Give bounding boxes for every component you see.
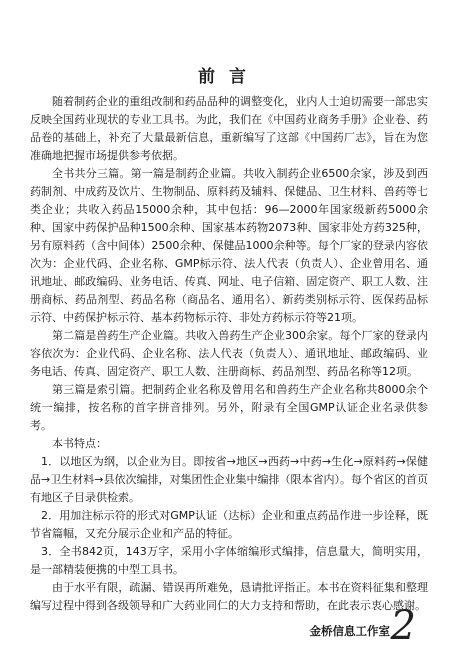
signature: 金桥信息工作室 [309,624,390,638]
page-title: 前言 [198,67,260,87]
paragraph-feature-2: 2．用加注标示符的形式对GMP认证（达标）企业和重点药品作进一步诠释，既节省篇幅，又充分展示企业和产品的特征。 [30,509,428,540]
page-number: 2 [390,603,416,649]
paragraph-feature-3: 3．全书842页，143万字，采用小字体缩编形式编排，信息量大，简明实用，是一部精装便携的中型工具书。 [30,545,428,576]
paragraph-part-three: 第三篇是索引篇。把制药企业名称及曾用名和兽药生产企业名称共8000余个统一编排，按名称的首字拼音排列。另外，附录有全国GMP认证企业名录供参考。 [30,383,428,432]
paragraph-closing: 由于水平有限，疏漏、错误再所难免，恳请批评指正。本书在资料征集和整理编写过程中得到各级领导和广大药业同仁的大力支持和帮助，在此表示衷心感谢。 [30,581,428,612]
paragraph-features-heading: 本书特点： [52,437,107,450]
paragraph-part-one: 全书共分三篇。第一篇是制药企业篇。共收入制药企业6500余家，涉及到西药制剂、中成药及饮片、生物制品、原料药及辅料、保健品、卫生材料、兽药等七类企业；共收入药品15000余种，其中包括：96—2000年国家级新药5000余种、国家中药保护品种1500余种、国家基本药物2073种、国家非处方药325种，另有原料药（含中间体）2500余种、保健品1000余种等。每个厂家的登录内容依次为：企业代码、企业名称、GMP标示符、法人代表（负责人）、企业曾用名、通讯地址、邮政编码、业务电话、传真、网址、电子信箱、固定资产、职工人数、注册商标、药品剂型、药品名称（商品名、通用名）、新药类别标示符、医保药品标示符、中药保护标示符、基本药物标示符、非处方药标示符等21项。 [30,167,428,324]
paragraph-feature-1: 1．以地区为纲，以企业为目。即按省→地区→西药→中药→生化→原料药→保健品→卫生材料→县依次编排，对集团性企业集中编排（限本省内）。每个省区的首页有地区子目录供检索。 [30,455,428,504]
paragraph-part-two: 第二篇是兽药生产企业篇。共收入兽药生产企业300余家。每个厂家的登录内容依次为：企业代码、企业名称、法人代表（负责人）、通讯地址、邮政编码、业务电话、传真、固定资产、职工人数、注册商标、药品剂型、药品名称等12项。 [30,329,428,378]
paragraph-intro: 随着制药企业的重组改制和药品品种的调整变化，业内人士迫切需要一部忠实反映全国药业现状的专业工具书。为此，我们在《中国药业商务手册》企业卷、药品卷的基础上，补充了大量最新信息，重新编写了这部《中国药厂志》，旨在为您准确地把握市场提供参考依据。 [30,95,428,162]
